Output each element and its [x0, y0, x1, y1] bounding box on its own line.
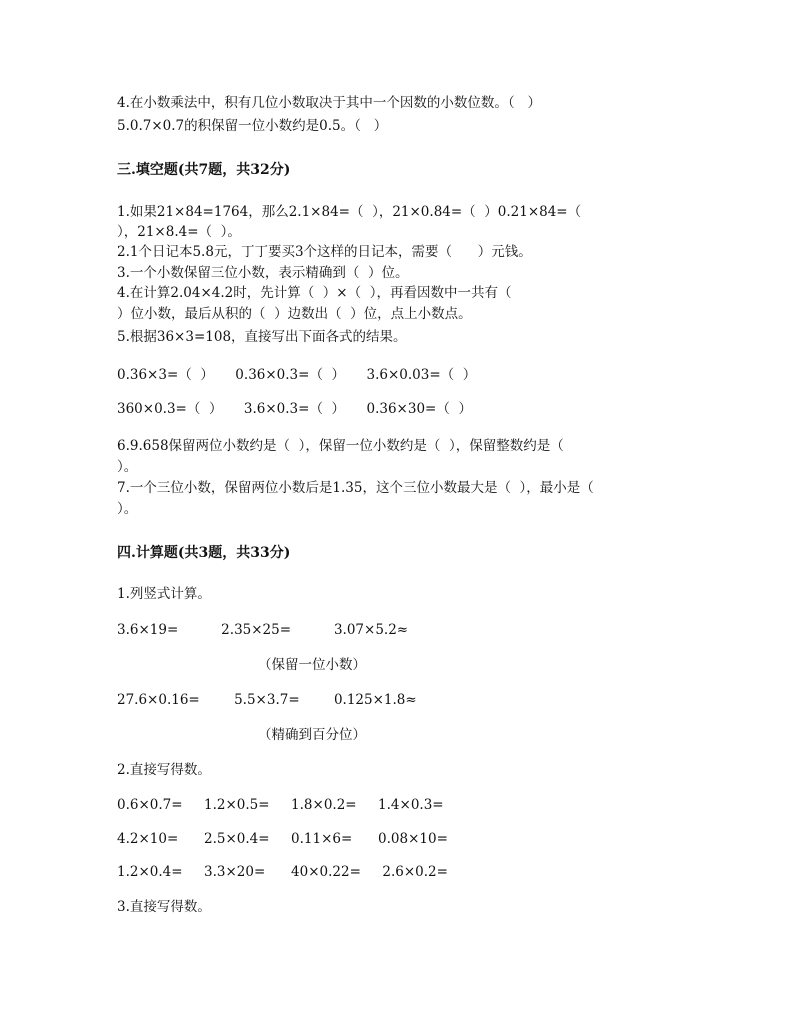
calc-question-2: 2.直接写得数。: [117, 762, 211, 778]
fill-question-6-line-2: ）。: [117, 459, 138, 475]
fill-question-1-line-2: ），21×8.4=（ ）。: [117, 224, 241, 240]
calc-section-heading: 四.计算题(共3题，共33分): [117, 545, 291, 561]
calc-question-2-row-1: 0.6×0.7= 1.2×0.5= 1.8×0.2= 1.4×0.3=: [117, 797, 444, 813]
fill-question-4-line-1: 4.在计算2.04×4.2时，先计算（ ）×（ ），再看因数中一共有（: [117, 285, 512, 301]
calc-question-1: 1.列竖式计算。: [117, 586, 211, 602]
fill-section-heading: 三.填空题(共7题，共32分): [117, 162, 291, 178]
fill-question-2: 2.1个日记本5.8元，丁丁要买3个这样的日记本，需要（ ）元钱。: [117, 244, 532, 260]
fill-question-7-line-1: 7.一个三位小数，保留两位小数后是1.35，这个三位小数最大是（ ），最小是（: [117, 480, 594, 496]
judge-question-4: 4.在小数乘法中，积有几位小数取决于其中一个因数的小数位数。（ ）: [117, 95, 542, 111]
fill-question-6-line-1: 6.9.658保留两位小数约是（ ），保留一位小数约是（ ），保留整数约是（: [117, 438, 564, 454]
calc-question-2-row-2: 4.2×10= 2.5×0.4= 0.11×6= 0.08×10=: [117, 831, 448, 847]
fill-question-7-line-2: ）。: [117, 501, 138, 517]
calc-question-1-row-2: 27.6×0.16= 5.5×3.7= 0.125×1.8≈: [117, 692, 417, 708]
calc-question-3: 3.直接写得数。: [117, 899, 211, 915]
fill-question-5-row-1: 0.36×3=（ ） 0.36×0.3=（ ） 3.6×0.03=（ ）: [117, 367, 477, 383]
calc-question-2-row-3: 1.2×0.4= 3.3×20= 40×0.22= 2.6×0.2=: [117, 864, 448, 880]
fill-question-5: 5.根据36×3=108，直接写出下面各式的结果。: [117, 329, 407, 345]
fill-question-5-row-2: 360×0.3=（ ） 3.6×0.3=（ ） 0.36×30=（ ）: [117, 401, 472, 417]
fill-question-1-line-1: 1.如果21×84=1764，那么2.1×84=（ ），21×0.84=（ ）0.21×84=（: [117, 204, 582, 220]
fill-question-3: 3.一个小数保留三位小数，表示精确到（ ）位。: [117, 265, 409, 281]
fill-question-4-line-2: ）位小数，最后从积的（ ）边数出（ ）位，点上小数点。: [117, 306, 472, 322]
judge-question-5: 5.0.7×0.7的积保留一位小数约是0.5。（ ）: [117, 118, 388, 134]
calc-question-1-note-1: （保留一位小数）: [258, 657, 366, 673]
calc-question-1-note-2: （精确到百分位）: [258, 727, 366, 743]
calc-question-1-row-1: 3.6×19= 2.35×25= 3.07×5.2≈: [117, 622, 409, 638]
